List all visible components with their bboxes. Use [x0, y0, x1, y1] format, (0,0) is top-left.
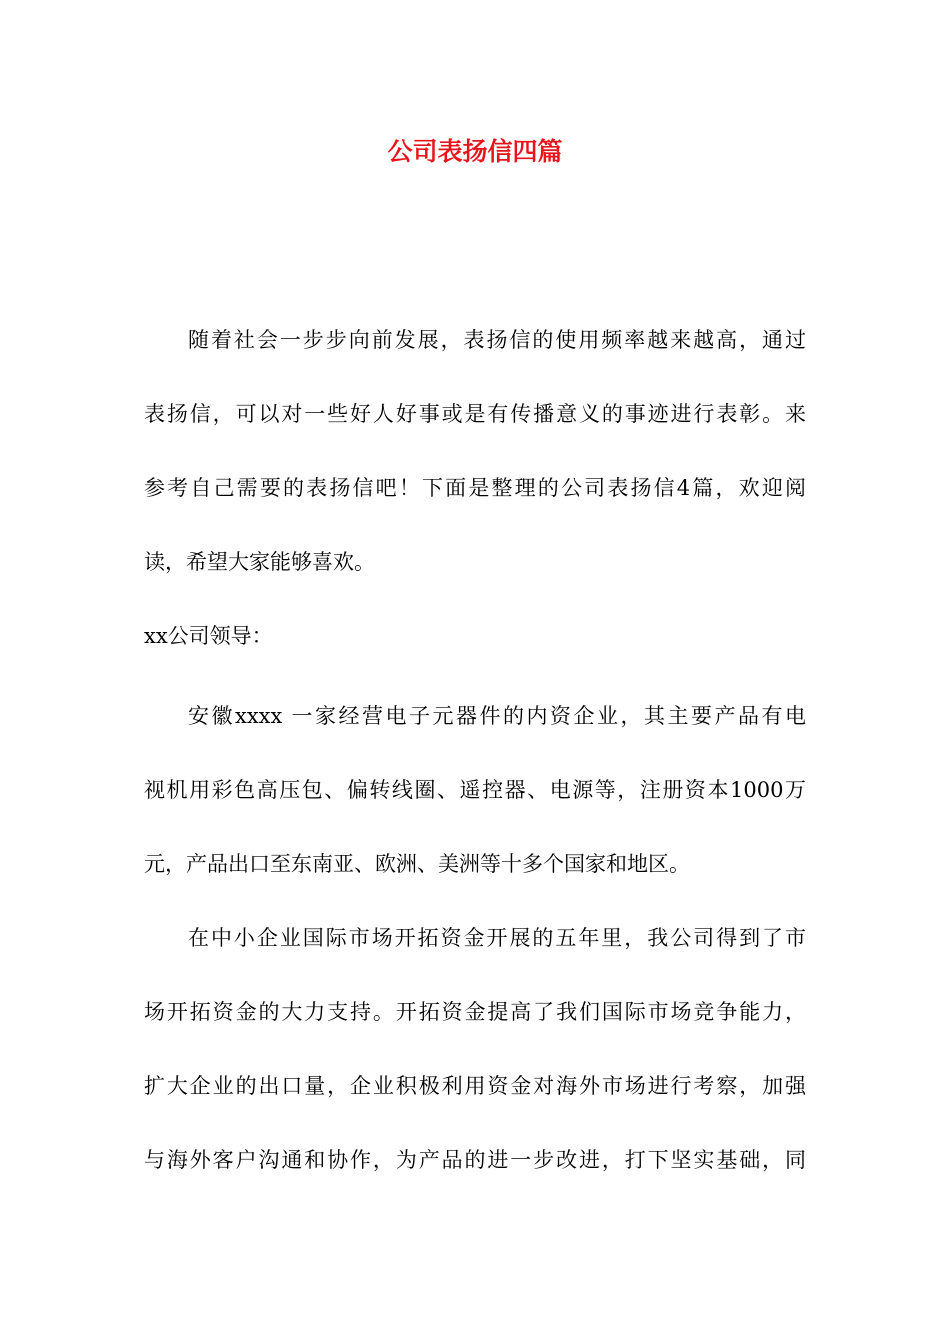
paragraph-line: 扩大企业的出口量，企业积极利用资金对海外市场进行考察，加强 [144, 1074, 806, 1098]
paragraph-line: 与海外客户沟通和协作，为产品的进一步改进，打下坚实基础，同 [144, 1148, 806, 1172]
paragraph-line: 元，产品出口至东南亚、欧洲、美洲等十多个国家和地区。 [144, 852, 690, 876]
paragraph-line: 安徽xxxx 一家经营电子元器件的内资企业，其主要产品有电 [188, 704, 806, 728]
paragraph-line: 表扬信，可以对一些好人好事或是有传播意义的事迹进行表彰。来 [144, 402, 806, 426]
paragraph-line: 读，希望大家能够喜欢。 [144, 550, 375, 574]
salutation: xx公司领导： [144, 624, 273, 648]
paragraph-line: 视机用彩色高压包、偏转线圈、遥控器、电源等，注册资本1000万 [144, 778, 806, 802]
document-title: 公司表扬信四篇 [387, 137, 563, 166]
paragraph-line: 在中小企业国际市场开拓资金开展的五年里，我公司得到了市 [188, 926, 806, 950]
paragraph-line: 参考自己需要的表扬信吧！下面是整理的公司表扬信4篇，欢迎阅 [144, 476, 806, 500]
paragraph-line: 随着社会一步步向前发展，表扬信的使用频率越来越高，通过 [188, 328, 806, 352]
paragraph-line: 场开拓资金的大力支持。开拓资金提高了我们国际市场竞争能力， [144, 1000, 806, 1024]
